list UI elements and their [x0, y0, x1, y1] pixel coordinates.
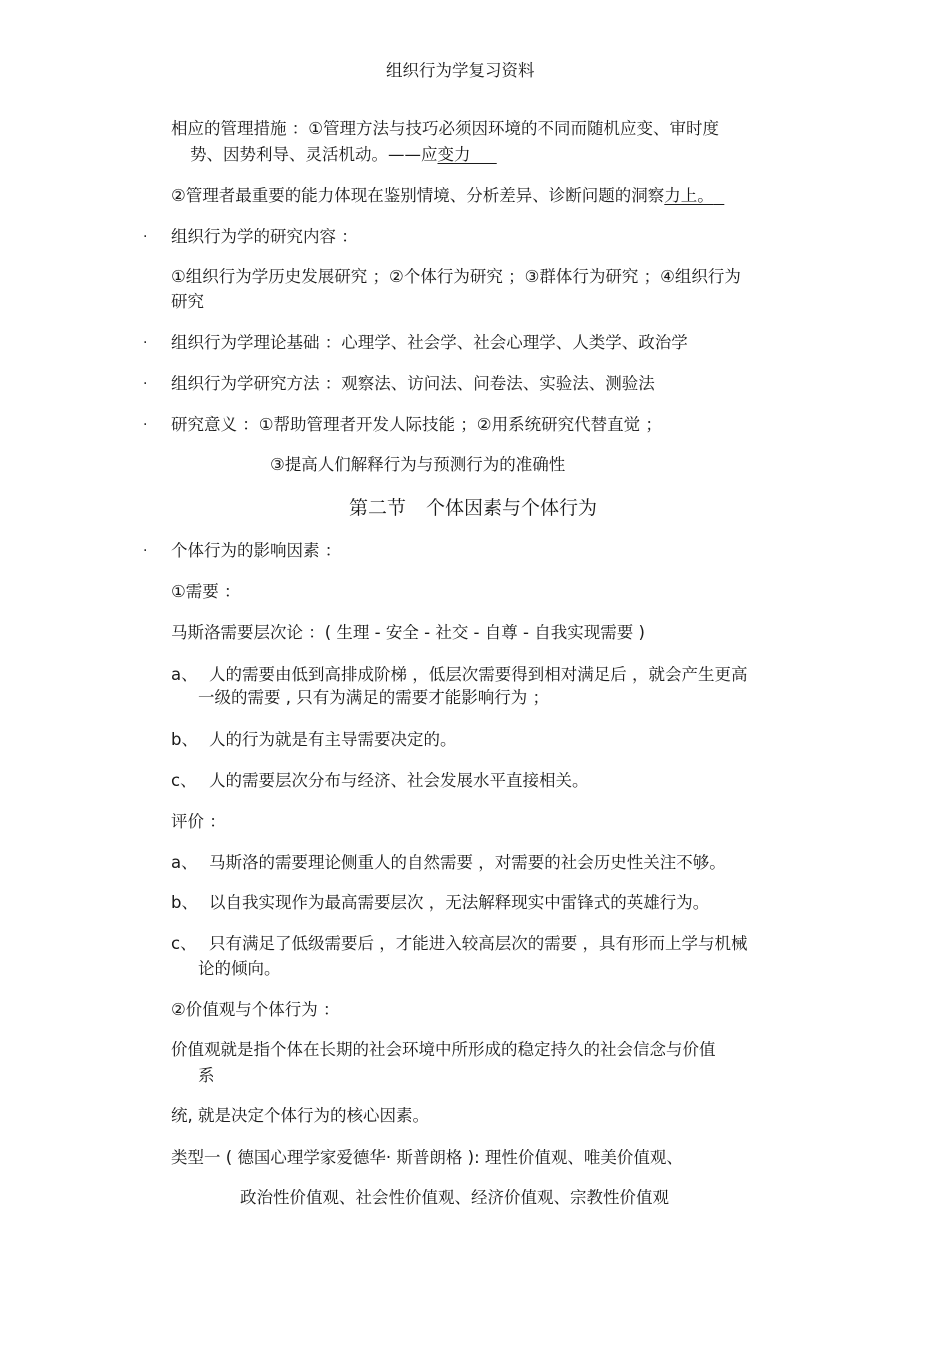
research-methods-line: 组织行为学研究方法 ：观察法、访问法、问卷法、实验法、测验法: [171, 374, 655, 393]
management-measures-line1: 相应的管理措施 ：①管理方法与技巧必须因环境的不同而随机应变、审时度: [171, 119, 720, 138]
manager-ability-line: [171, 186, 724, 206]
list-marker: b、: [171, 730, 198, 749]
maslow-point-b: 人的行为就是有主导需要决定的。: [209, 730, 457, 749]
manager-ability-text: ②管理者最重要的能力体现在鉴别情境、分析差异、诊断问题的洞察: [171, 186, 665, 205]
values-definition-line1: 价值观就是指个体在长期的社会环境中所形成的稳定持久的社会信念与价值: [171, 1040, 716, 1059]
underlined-term: 力上。: [664, 186, 714, 205]
document-title: 组织行为学复习资料: [386, 61, 535, 80]
management-measures-line2: [190, 145, 497, 165]
bullet-dot: ·: [143, 376, 148, 392]
maslow-point-a-line2: 一级的需要 , 只有为满足的需要才能影响行为 ；: [198, 688, 549, 707]
list-marker: c、: [171, 771, 197, 790]
underlined-term: 变力: [437, 145, 471, 164]
maslow-point-a-line1: 人的需要由低到高排成阶梯 ，低层次需要得到相对满足后 ，就会产生更高: [209, 665, 748, 684]
bullet-dot: ·: [143, 335, 148, 351]
theory-basis-line: 组织行为学理论基础 ：心理学、社会学、社会心理学、人类学、政治学: [171, 333, 688, 352]
value-type-one-line2: 政治性价值观、社会性价值观、经济价值观、宗教性价值观: [240, 1188, 669, 1207]
significance-line2: ③提高人们解释行为与预测行为的准确性: [270, 455, 566, 474]
evaluation-point-c-line1: 只有满足了低级需要后 ，才能进入较高层次的需要 ，具有形而上学与机械: [209, 934, 748, 953]
maslow-line: 马斯洛需要层次论 ：( 生理 - 安全 - 社交 - 自尊 - 自我实现需要 ): [171, 623, 645, 642]
values-definition-line2: 系: [198, 1066, 215, 1085]
maslow-point-c: 人的需要层次分布与经济、社会发展水平直接相关。: [209, 771, 589, 790]
value-type-one-line1: 类型一 ( 德国心理学家爱德华· 斯普朗格 ): 理性价值观、唯美价值观、: [171, 1148, 683, 1167]
bullet-dot: ·: [143, 543, 148, 559]
management-measures-line2-text: 势、因势利导、灵活机动。——应: [190, 145, 438, 164]
list-marker: b、: [171, 893, 198, 912]
evaluation-point-c-line2: 论的倾向。: [198, 959, 281, 978]
bullet-dot: ·: [143, 229, 148, 245]
list-marker: a、: [171, 665, 198, 684]
values-definition-line3: 统, 就是决定个体行为的核心因素。: [171, 1106, 429, 1125]
significance-line1: 研究意义 ：①帮助管理者开发人际技能 ；②用系统研究代替直觉 ；: [171, 415, 662, 434]
list-marker: a、: [171, 853, 198, 872]
research-content-items-line2: 研究: [171, 292, 204, 311]
bullet-dot: ·: [143, 417, 148, 433]
need-label: ①需要 ：: [171, 582, 241, 601]
influence-factors-label: 个体行为的影响因素 ：: [171, 541, 342, 560]
evaluation-point-b: 以自我实现作为最高需要层次 ，无法解释现实中雷锋式的英雄行为。: [209, 893, 710, 912]
research-content-label: 组织行为学的研究内容 ：: [171, 227, 358, 246]
evaluation-label: 评价 ：: [171, 812, 226, 831]
section-heading: 第二节 个体因素与个体行为: [349, 497, 598, 519]
values-label: ②价值观与个体行为 ：: [171, 1000, 340, 1019]
research-content-items-line1: ①组织行为学历史发展研究 ；②个体行为研究 ；③群体行为研究 ；④组织行为: [171, 267, 741, 286]
evaluation-point-a: 马斯洛的需要理论侧重人的自然需要 ，对需要的社会历史性关注不够。: [209, 853, 726, 872]
list-marker: c、: [171, 934, 197, 953]
